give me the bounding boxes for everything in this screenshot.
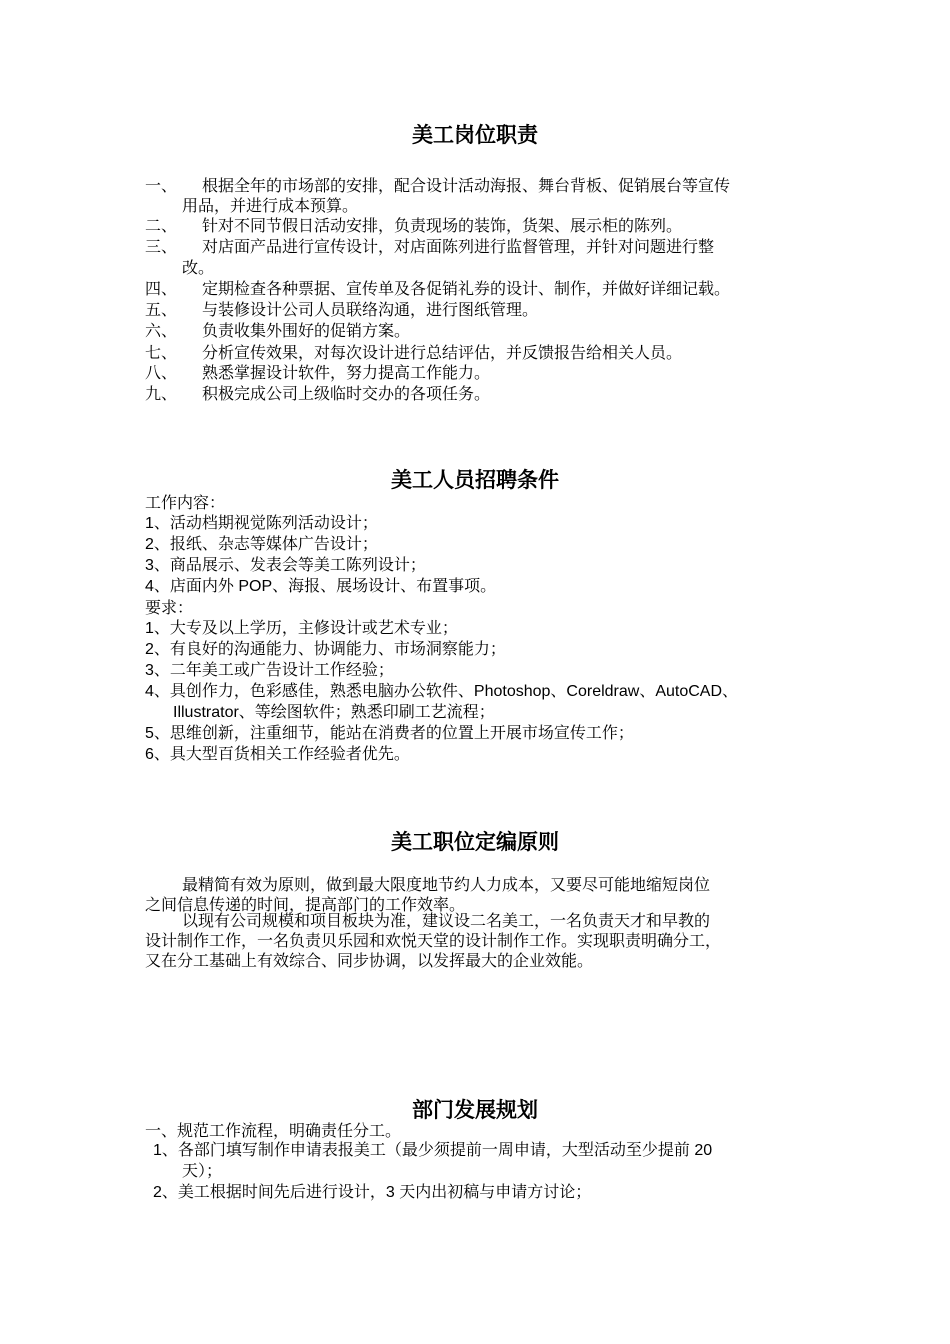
text-line: 4、具创作力，色彩感佳，熟悉电脑办公软件、Photoshop、Coreldraw、AutoCAD、 (145, 683, 739, 700)
text-line: 工作内容： (145, 493, 226, 512)
text-line: 5、思维创新，注重细节，能站在消费者的位置上开展市场宣传工作； (145, 725, 634, 742)
item-number: 四、 (145, 279, 178, 298)
text-line: 天）； (182, 1161, 223, 1180)
text-line: 1、各部门填写制作申请表报美工（最少须提前一周申请，大型活动至少提前 20 (153, 1142, 713, 1159)
text-line: 3、二年美工或广告设计工作经验； (145, 662, 394, 679)
paragraph-line: 设计制作工作，一名负责贝乐园和欢悦天堂的设计制作工作。实现职责明确分工， (145, 931, 722, 950)
duty-item (145, 320, 410, 341)
text-line: 2、报纸、杂志等媒体广告设计； (145, 536, 378, 553)
text-line: 3、商品展示、发表会等美工陈列设计； (145, 557, 426, 574)
section-title-recruitment: 美工人员招聘条件 (391, 468, 559, 492)
text-line: 1、大专及以上学历，主修设计或艺术专业； (145, 620, 458, 637)
item-number: 六、 (145, 321, 178, 340)
duty-item (145, 362, 490, 383)
item-text: 针对不同节假日活动安排，负责现场的装饰，货架、展示柜的陈列。 (202, 216, 683, 235)
item-number: 八、 (145, 363, 178, 382)
text-line: Illustrator、等绘图软件；熟悉印刷工艺流程； (173, 704, 495, 721)
section-title-staffing: 美工职位定编原则 (391, 830, 559, 854)
item-text: 对店面产品进行宣传设计，对店面陈列进行监督管理，并针对问题进行整 (202, 237, 715, 256)
item-text: 分析宣传效果，对每次设计进行总结评估，并反馈报告给相关人员。 (202, 343, 683, 362)
item-text: 负责收集外围好的促销方案。 (202, 321, 411, 340)
duty-item (145, 236, 714, 257)
item-number: 九、 (145, 384, 178, 403)
duty-item-cont: 改。 (182, 258, 215, 277)
duty-item (145, 299, 538, 320)
section-title-planning: 部门发展规划 (412, 1098, 538, 1122)
paragraph-line: 最精简有效为原则，做到最大限度地节约人力成本，又要尽可能地缩短岗位 (182, 875, 711, 894)
item-number: 七、 (145, 343, 178, 362)
paragraph-line: 之间信息传递的时间，提高部门的工作效率。 (145, 895, 466, 914)
duty-item (145, 278, 730, 299)
item-text: 定期检查各种票据、宣传单及各促销礼券的设计、制作，并做好详细记载。 (202, 279, 731, 298)
item-number: 一、 (145, 176, 178, 195)
duty-item (145, 383, 490, 404)
text-line: 一、规范工作流程，明确责任分工。 (145, 1121, 402, 1140)
text-line: 6、具大型百货相关工作经验者优先。 (145, 746, 410, 763)
item-text: 与装修设计公司人员联络沟通，进行图纸管理。 (202, 300, 539, 319)
paragraph-line: 以现有公司规模和项目板块为准，建议设二名美工，一名负责天才和早教的 (182, 911, 711, 930)
text-line: 要求： (145, 598, 194, 617)
section-title-duties: 美工岗位职责 (412, 123, 538, 147)
text-line: 2、有良好的沟通能力、协调能力、市场洞察能力； (145, 641, 506, 658)
duty-item (145, 175, 730, 196)
item-text: 熟悉掌握设计软件，努力提高工作能力。 (202, 363, 491, 382)
duty-item-cont: 用品，并进行成本预算。 (182, 196, 359, 215)
text-line: 4、店面内外 POP、海报、展场设计、布置事项。 (145, 578, 497, 595)
duty-item (145, 215, 682, 236)
paragraph-line: 又在分工基础上有效综合、同步协调，以发挥最大的企业效能。 (145, 951, 594, 970)
item-number: 三、 (145, 237, 178, 256)
item-text: 积极完成公司上级临时交办的各项任务。 (202, 384, 491, 403)
item-text: 根据全年的市场部的安排，配合设计活动海报、舞台背板、促销展台等宣传 (202, 176, 731, 195)
item-number: 五、 (145, 300, 178, 319)
item-number: 二、 (145, 216, 178, 235)
text-line: 1、活动档期视觉陈列活动设计； (145, 515, 378, 532)
text-line: 2、美工根据时间先后进行设计，3 天内出初稿与申请方讨论； (153, 1184, 592, 1201)
duty-item (145, 342, 682, 363)
